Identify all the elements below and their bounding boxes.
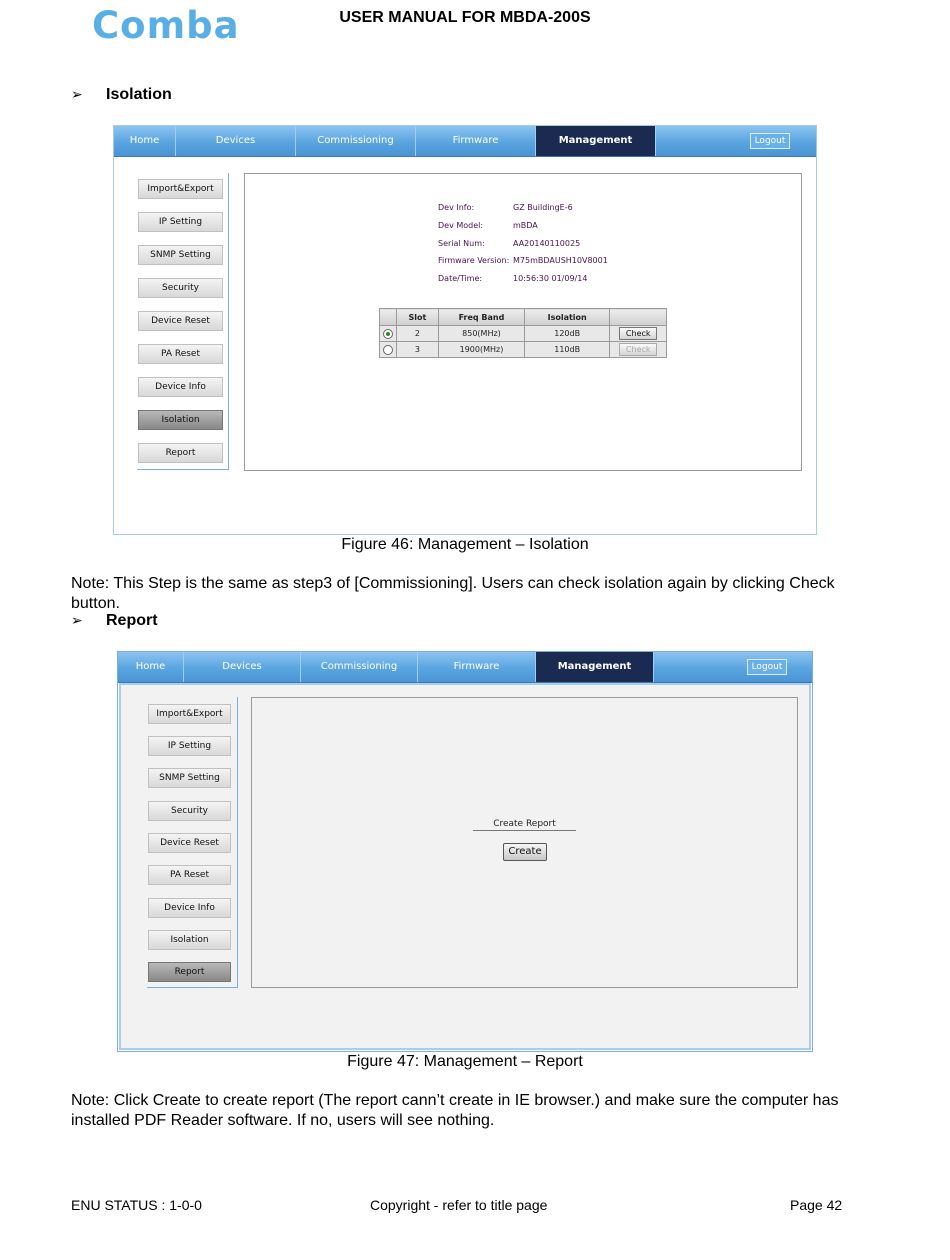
sidebar-item-isolation[interactable]: Isolation	[148, 930, 231, 950]
logout-button[interactable]: Logout	[750, 133, 790, 149]
isolation-cell: 110dB	[524, 342, 610, 358]
note-isolation: Note: This Step is the same as step3 of [Commissioning]. Users can check isolation again by clicking Check button.	[71, 575, 835, 612]
freq-band-cell: 1900(MHz)	[439, 342, 525, 358]
nav-commissioning[interactable]: Commissioning	[296, 126, 416, 156]
row-radio-cell	[380, 326, 397, 342]
firmware-version-value: M75mBDAUSH10V8001	[513, 256, 608, 265]
create-button[interactable]: Create	[503, 843, 547, 861]
slot-column-header: Slot	[396, 309, 438, 326]
report-content-panel	[251, 697, 798, 988]
isolation-column-header: Isolation	[524, 309, 610, 326]
sidebar-item-snmp-setting[interactable]: SNMP Setting	[138, 245, 223, 265]
serial-num-value: AA20140110025	[513, 239, 581, 248]
report-heading	[71, 612, 371, 632]
row-radio-cell	[380, 342, 397, 358]
datetime-label: Date/Time:	[438, 274, 483, 283]
dev-model-value: mBDA	[513, 221, 538, 230]
sidebar	[147, 697, 238, 988]
footer-page-number: Page 42	[790, 1197, 843, 1213]
isolation-content-panel	[244, 173, 802, 471]
action-cell	[610, 342, 667, 358]
table-row	[380, 342, 667, 358]
isolation-cell: 120dB	[524, 326, 610, 342]
row-select-radio[interactable]	[383, 329, 393, 339]
figure-46-caption: Figure 46: Management – Isolation	[341, 536, 589, 553]
footer-copyright: Copyright - refer to title page	[370, 1197, 548, 1213]
dev-info-value: GZ BuildingE-6	[513, 203, 573, 212]
nav-devices[interactable]: Devices	[176, 126, 296, 156]
bullet-arrow-icon: ➢	[71, 612, 83, 628]
nav-devices[interactable]: Devices	[184, 652, 301, 682]
nav-management[interactable]: Management	[536, 126, 656, 156]
sidebar-item-ip-setting[interactable]: IP Setting	[148, 736, 231, 756]
sidebar-item-report[interactable]: Report	[138, 443, 223, 463]
sidebar-item-ip-setting[interactable]: IP Setting	[138, 212, 223, 232]
isolation-table	[379, 308, 667, 358]
action-column-header	[610, 309, 667, 326]
freq-band-column-header: Freq Band	[439, 309, 525, 326]
report-screenshot	[117, 651, 813, 1052]
dev-model-label: Dev Model:	[438, 221, 484, 230]
sidebar-item-pa-reset[interactable]: PA Reset	[138, 344, 223, 364]
nav-home[interactable]: Home	[114, 126, 176, 156]
firmware-version-label: Firmware Version:	[438, 256, 510, 265]
sidebar-item-security[interactable]: Security	[148, 801, 231, 821]
sidebar-item-device-info[interactable]: Device Info	[138, 377, 223, 397]
top-nav-bar	[118, 652, 812, 683]
note-report: Note: Click Create to create report (The report cann’t create in IE browser.) and make sure the computer has installed PDF Reader software. If no, users will see nothing.	[71, 1092, 839, 1129]
serial-num-label: Serial Num:	[438, 239, 485, 248]
bullet-arrow-icon: ➢	[71, 86, 83, 102]
document-title: USER MANUAL FOR MBDA-200S	[339, 9, 591, 26]
logout-button[interactable]: Logout	[747, 659, 787, 675]
nav-firmware[interactable]: Firmware	[416, 126, 536, 156]
check-button[interactable]: Check	[619, 327, 657, 340]
sidebar-item-import-export[interactable]: Import&Export	[138, 179, 223, 199]
nav-firmware[interactable]: Firmware	[418, 652, 536, 682]
report-heading-text: Report	[106, 612, 158, 629]
table-row	[380, 326, 667, 342]
sidebar-item-import-export[interactable]: Import&Export	[148, 704, 231, 724]
sidebar-item-security[interactable]: Security	[138, 278, 223, 298]
action-cell	[610, 326, 667, 342]
check-button-disabled[interactable]: Check	[619, 343, 657, 356]
sidebar-item-snmp-setting[interactable]: SNMP Setting	[148, 768, 231, 788]
table-header-row	[380, 309, 667, 326]
footer-status: ENU STATUS : 1-0-0	[71, 1197, 202, 1213]
sidebar-item-device-reset[interactable]: Device Reset	[148, 833, 231, 853]
sidebar	[137, 173, 229, 470]
datetime-value: 10:56:30 01/09/14	[513, 274, 588, 283]
isolation-screenshot	[113, 125, 817, 535]
slot-cell: 2	[396, 326, 438, 342]
figure-47-caption: Figure 47: Management – Report	[347, 1053, 583, 1070]
isolation-heading-text: Isolation	[106, 86, 172, 103]
nav-commissioning[interactable]: Commissioning	[301, 652, 418, 682]
sidebar-item-report[interactable]: Report	[148, 962, 231, 982]
isolation-heading	[71, 86, 371, 106]
freq-band-cell: 850(MHz)	[439, 326, 525, 342]
sidebar-item-device-reset[interactable]: Device Reset	[138, 311, 223, 331]
top-nav-bar	[114, 126, 816, 157]
report-frame	[119, 683, 811, 1050]
nav-management[interactable]: Management	[536, 652, 654, 682]
sidebar-item-isolation[interactable]: Isolation	[138, 410, 223, 430]
comba-logo: Comba	[92, 4, 240, 47]
radio-column-header	[380, 309, 397, 326]
create-report-label: Create Report	[473, 819, 576, 831]
nav-home[interactable]: Home	[118, 652, 184, 682]
sidebar-item-pa-reset[interactable]: PA Reset	[148, 865, 231, 885]
row-select-radio[interactable]	[383, 345, 393, 355]
dev-info-label: Dev Info:	[438, 203, 475, 212]
slot-cell: 3	[396, 342, 438, 358]
sidebar-item-device-info[interactable]: Device Info	[148, 898, 231, 918]
